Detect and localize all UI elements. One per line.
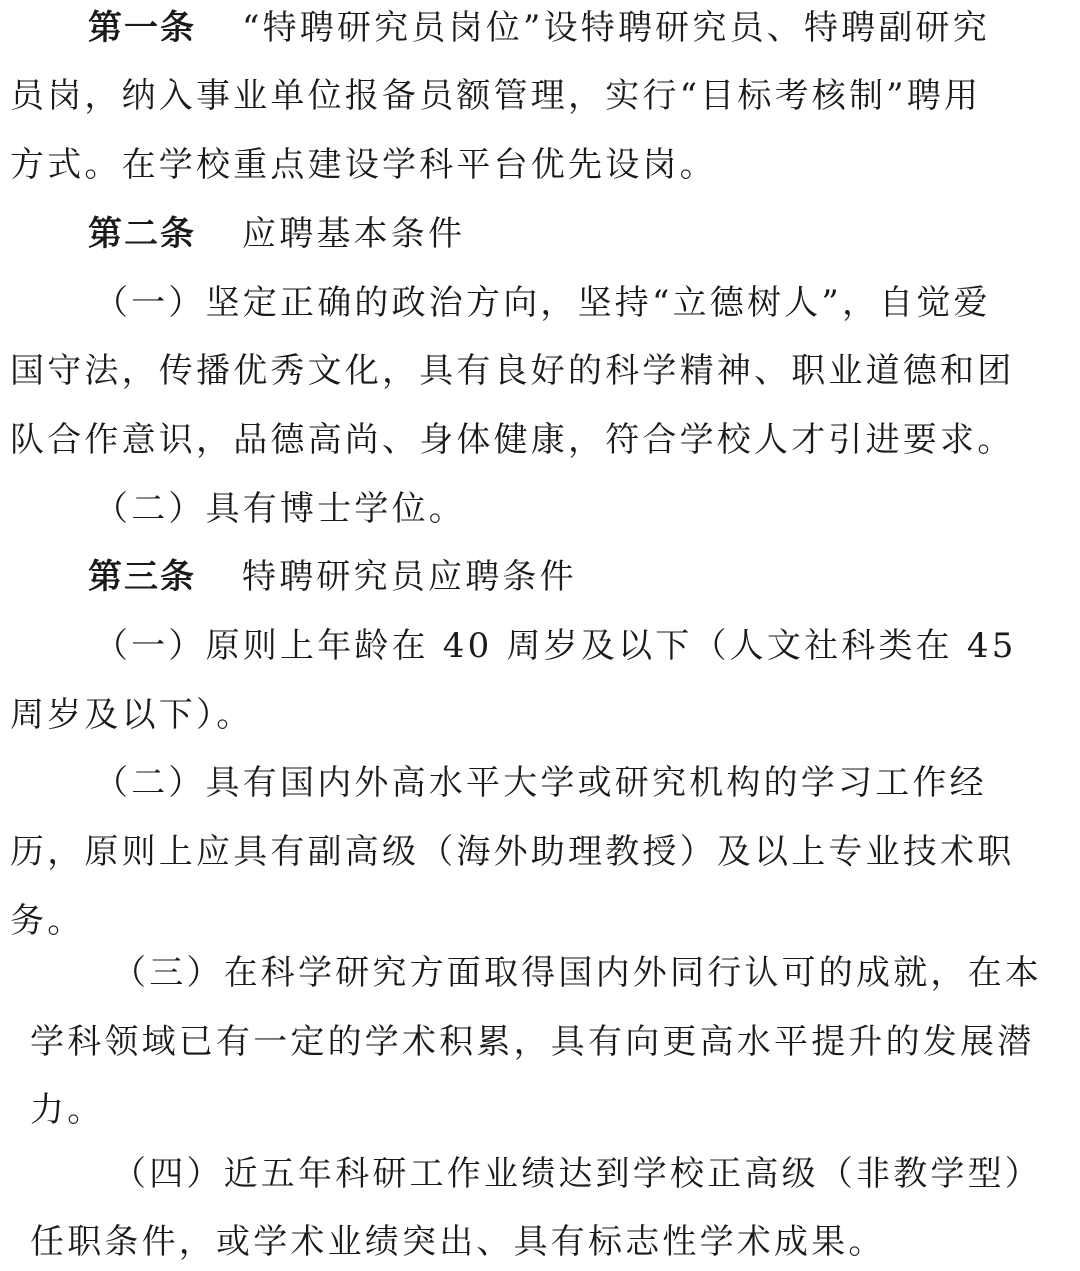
article-2-item-1-line-1: （一）坚定正确的政治方向，坚持“立德树人”，自觉爱 [94,283,991,323]
article-3-item-2-line-3: 务。 [10,901,85,941]
article-3-item-4-line-2: 任职条件，或学术业绩突出、具有标志性学术成果。 [30,1222,886,1262]
article-2-title: 应聘基本条件 [242,214,466,254]
article-2-item-1-line-2: 国守法，传播优秀文化，具有良好的科学精神、职业道德和团 [10,351,1015,391]
article-3-item-2-line-1: （二）具有国内外高水平大学或研究机构的学习工作经 [94,763,987,803]
article-3-item-1-line-2: 周岁及以下）。 [10,695,254,735]
article-2-item-1-line-3: 队合作意识，品德高尚、身体健康，符合学校人才引进要求。 [10,420,1015,460]
article-2-heading-line [88,209,1068,259]
article-3-item-3-line-1: （三）在科学研究方面取得国内外同行认可的成就，在本 [112,953,1042,993]
article-3-item-2-line-2: 历，原则上应具有副高级（海外助理教授）及以上专业技术职 [10,832,1015,872]
article-2-item-2: （二）具有博士学位。 [94,489,466,529]
article-3-heading: 第三条 [88,557,196,597]
article-3-item-4-line-1: （四）近五年科研工作业绩达到学校正高级（非教学型） [112,1154,1042,1194]
article-1-first-line [88,3,1068,53]
article-3-heading-line [88,552,1068,602]
article-1-text-line-3: 方式。在学校重点建设学科平台优先设岗。 [10,145,717,185]
article-3-item-1-line-1: （一）原则上年龄在 40 周岁及以下（人文社科类在 45 [94,626,1017,666]
article-3-title: 特聘研究员应聘条件 [242,557,577,597]
article-3-item-3-line-2: 学科领域已有一定的学术积累，具有向更高水平提升的发展潜 [30,1022,1035,1062]
article-1-heading: 第一条 [88,8,196,48]
article-2-heading: 第二条 [88,214,196,254]
article-1-text-line-1: “特聘研究员岗位”设特聘研究员、特聘副研究 [242,8,990,48]
article-3-item-3-line-3: 力。 [30,1090,105,1130]
article-1-text-line-2: 员岗，纳入事业单位报备员额管理，实行“目标考核制”聘用 [10,76,982,116]
